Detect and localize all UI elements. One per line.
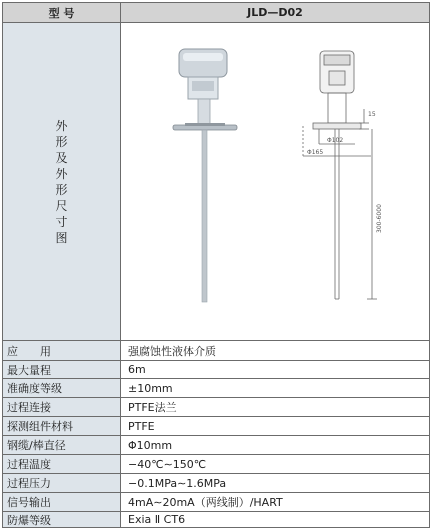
spec-label: 防爆等级 (3, 512, 121, 527)
spec-value: PTFE法兰 (128, 401, 177, 414)
spec-label: 准确度等级 (3, 379, 121, 397)
spec-row (3, 435, 429, 454)
spec-value: ±10mm (128, 381, 173, 395)
figure-label-text (55, 119, 67, 245)
dim-body-diameter: Φ102 (327, 137, 344, 144)
header-row (3, 3, 429, 22)
spec-value: PTFE (128, 419, 155, 433)
spec-label: 应 用 (3, 341, 121, 360)
spec-row (3, 492, 429, 511)
dim-probe-length: 300-6000 (376, 204, 383, 233)
spec-value: 强腐蚀性液体介质 (128, 344, 216, 358)
spec-value: −40℃∼150℃ (128, 457, 207, 471)
spec-value: −0.1MPa∼1.6MPa (128, 476, 227, 490)
spec-label: 过程连接 (3, 398, 121, 416)
spec-row (3, 360, 429, 378)
figure-label-char: 形 (55, 134, 68, 149)
spec-label: 信号输出 (3, 493, 121, 511)
figure-label-char: 寸 (55, 214, 68, 229)
spec-row (3, 340, 429, 360)
dim-flange-thickness: 15 (368, 111, 376, 118)
spec-label: 探测组件材料 (3, 417, 121, 435)
spec-label: 过程温度 (3, 455, 121, 473)
figure-label-char: 及 (55, 150, 68, 165)
figure-label-char: 形 (55, 182, 68, 197)
spec-row (3, 511, 429, 527)
spec-row (3, 397, 429, 416)
product-drawing (121, 23, 428, 340)
figure-label-char: 尺 (55, 198, 68, 213)
model-label: 型 号 (3, 3, 121, 22)
spec-table (2, 2, 430, 528)
product-photo (173, 49, 237, 302)
figure-label (3, 23, 121, 340)
spec-value: 6m (128, 363, 146, 376)
spec-row (3, 416, 429, 435)
model-value: JLD—D02 (121, 3, 429, 22)
dimension-drawing (303, 51, 377, 299)
spec-label: 最大量程 (3, 361, 121, 378)
spec-value: Φ10mm (128, 438, 173, 452)
spec-label: 过程压力 (3, 474, 121, 492)
spec-value: Exia Ⅱ CT6 (128, 513, 186, 526)
figure-row (3, 22, 429, 340)
dim-flange-diameter: Φ165 (307, 149, 324, 156)
spec-value: 4mA∼20mA（两线制）/HART (128, 496, 283, 509)
figure-cell (121, 23, 429, 340)
spec-row (3, 454, 429, 473)
figure-label-char: 图 (55, 230, 68, 245)
spec-label: 钢缆/棒直径 (3, 436, 121, 454)
figure-label-char: 外 (55, 118, 68, 133)
figure-label-char: 外 (55, 166, 68, 181)
spec-row (3, 378, 429, 397)
spec-row (3, 473, 429, 492)
